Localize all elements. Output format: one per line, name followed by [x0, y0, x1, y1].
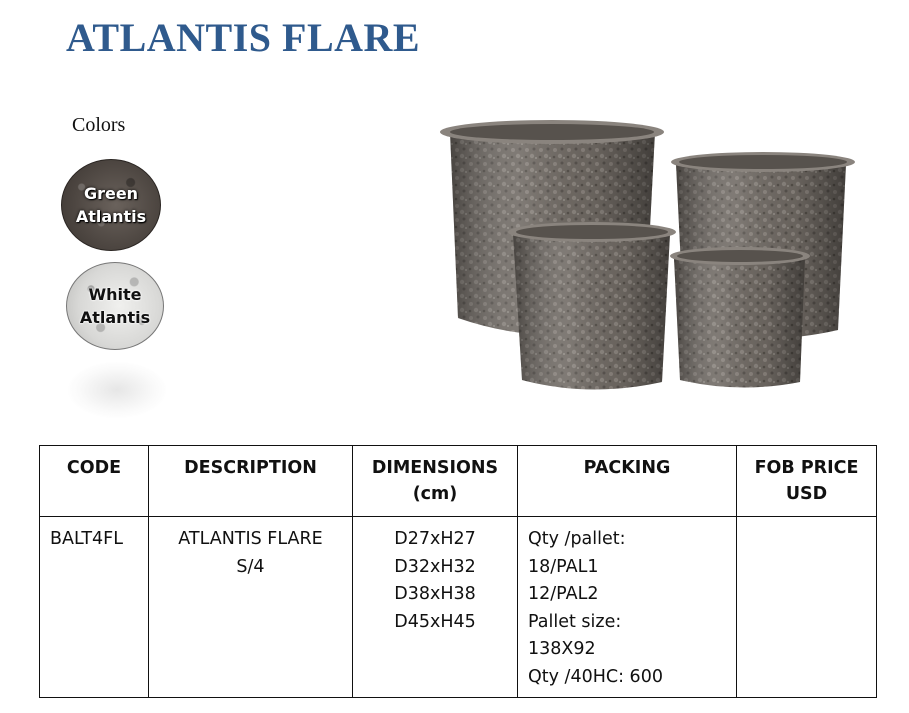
header-price — [737, 446, 877, 517]
swatch-label-line1: Green — [83, 184, 139, 203]
dimension-item: D27xH27 — [394, 529, 476, 549]
cell-description — [149, 517, 353, 698]
cell-packing — [518, 517, 737, 698]
cell-code: BALT4FL — [40, 517, 149, 698]
product-spec-table — [39, 445, 877, 698]
description-line1: ATLANTIS FLARE — [178, 529, 323, 549]
header-dimensions — [353, 446, 518, 517]
table-row — [40, 517, 877, 698]
swatch-label-line2: Atlantis — [79, 308, 151, 327]
page-title: ATLANTIS FLARE — [66, 15, 421, 60]
table-header-row — [40, 446, 877, 517]
header-price-line2: USD — [785, 484, 828, 504]
swatch-label-line1: White — [88, 285, 142, 304]
color-swatch-white-atlantis — [66, 262, 164, 350]
packing-item: Pallet size: — [528, 611, 622, 632]
header-description: DESCRIPTION — [149, 446, 353, 517]
pot-smallest — [670, 247, 810, 388]
pot-small — [508, 222, 676, 390]
header-packing: PACKING — [518, 446, 737, 517]
dimension-item: D32xH32 — [394, 556, 476, 577]
header-dimensions-line2: (cm) — [412, 484, 458, 504]
colors-label: Colors — [72, 114, 126, 136]
header-dimensions-line1: DIMENSIONS — [371, 458, 499, 478]
color-swatch-green-atlantis — [61, 159, 161, 251]
dimension-item: D38xH38 — [394, 584, 476, 604]
packing-item: 18/PAL1 — [528, 556, 599, 577]
dimension-item: D45xH45 — [394, 611, 476, 632]
header-code: CODE — [40, 446, 149, 517]
planter-pots-image — [440, 118, 860, 393]
cell-price — [737, 517, 877, 698]
packing-item: Qty /pallet: — [528, 529, 626, 549]
description-line2: S/4 — [236, 556, 265, 577]
header-price-line1: FOB PRICE — [754, 458, 859, 478]
swatch-shadow — [68, 362, 166, 418]
swatch-label-line2: Atlantis — [75, 207, 147, 226]
cell-dimensions — [353, 517, 518, 698]
packing-item: 12/PAL2 — [528, 584, 599, 604]
packing-item: Qty /40HC: 600 — [528, 666, 663, 687]
packing-item: 138X92 — [528, 639, 596, 659]
